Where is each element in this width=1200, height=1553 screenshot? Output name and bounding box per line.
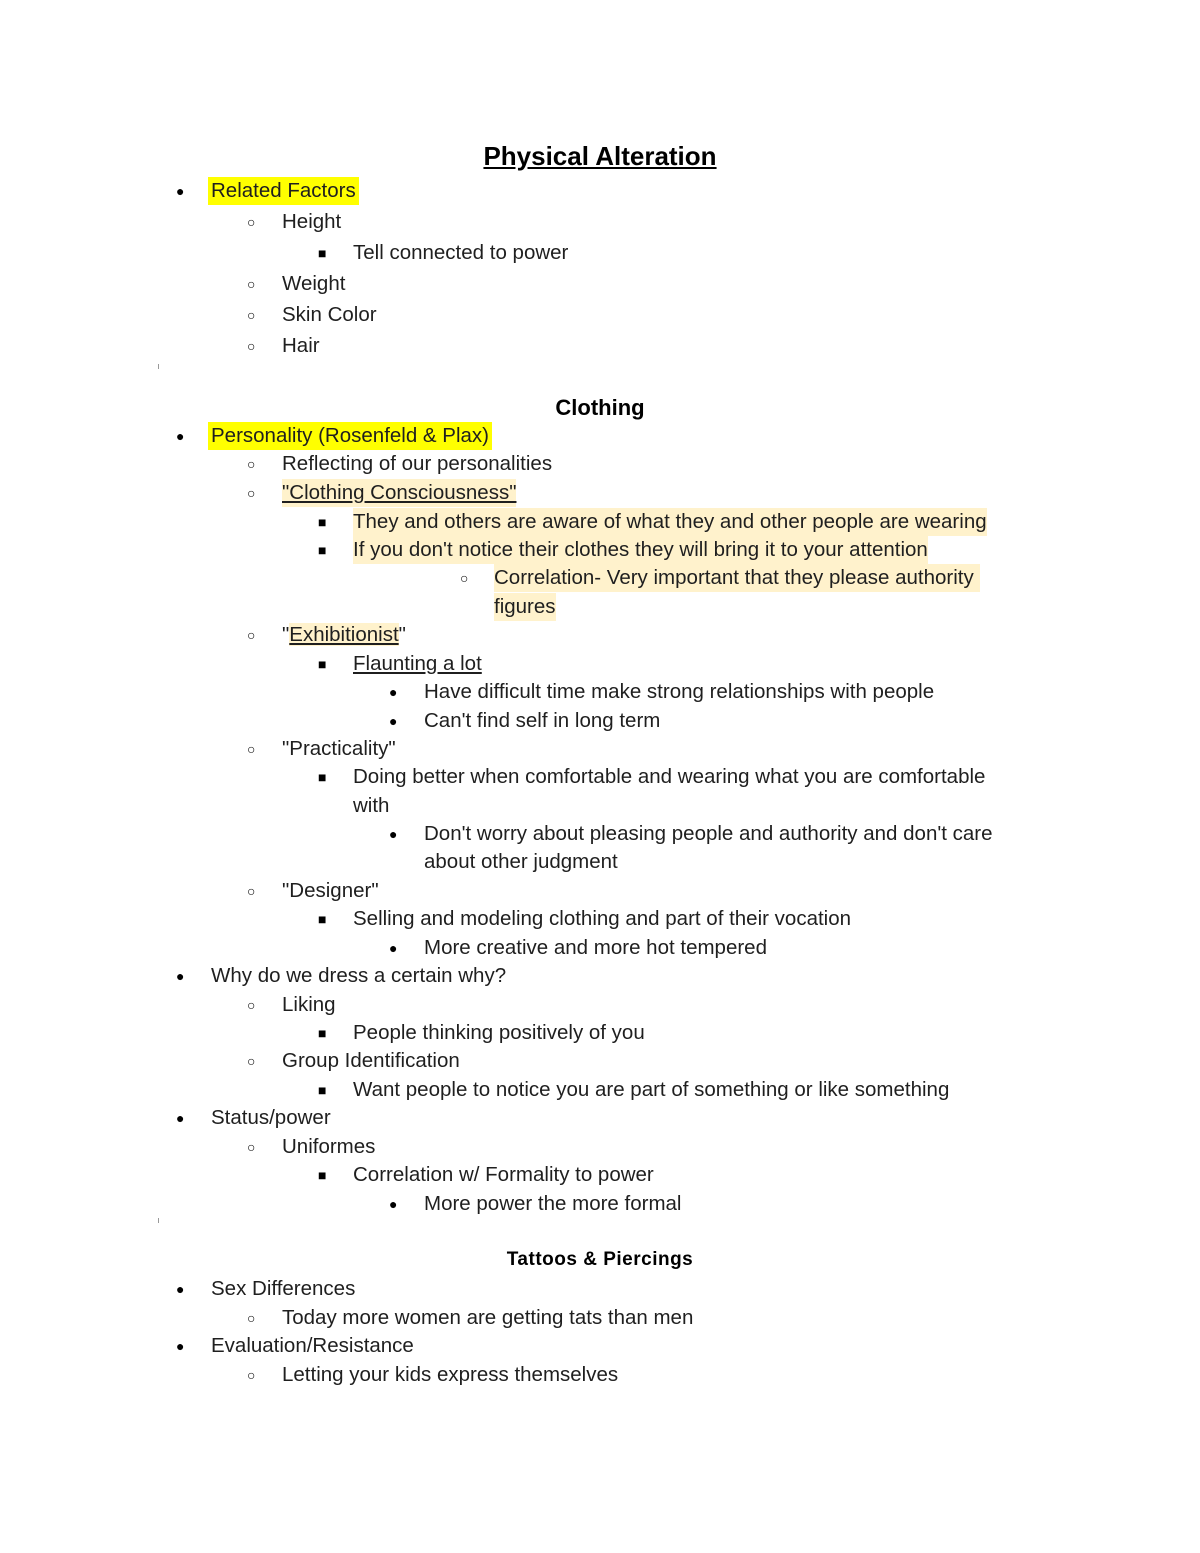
list-item: Have difficult time make strong relationships with people [424,680,935,703]
list-item: Why do we dress a certain why? [211,964,507,987]
circle-bullet-icon: ○ [247,485,256,501]
bullet-icon: ● [389,1196,398,1212]
circle-bullet-icon: ○ [247,276,256,292]
bullet-icon: ● [176,1110,185,1126]
circle-bullet-icon: ○ [247,741,256,757]
circle-bullet-icon: ○ [247,1139,256,1155]
list-item [282,621,406,649]
circle-bullet-icon: ○ [247,1310,256,1326]
bullet-icon: ● [389,940,398,956]
bullet-icon: ● [176,183,185,199]
square-bullet-icon: ■ [318,656,327,672]
list-item: Selling and modeling clothing and part of their vocation [353,907,852,930]
circle-bullet-icon: ○ [247,214,256,230]
list-item: People thinking positively of you [353,1021,645,1044]
list-item: Group Identification [282,1049,460,1072]
list-item: Correlation- Very important that they please authority [494,564,980,592]
page-title: Physical Alteration [483,141,717,171]
circle-bullet-icon: ○ [247,883,256,899]
exhibitionist-term: Exhibitionist [289,623,399,646]
list-item: Liking [282,993,336,1016]
circle-bullet-icon: ○ [247,997,256,1013]
square-bullet-icon: ■ [318,769,327,785]
margin-mark [158,364,159,369]
list-item: "Clothing Consciousness" [282,479,516,507]
quote-mark: " [282,623,290,646]
square-bullet-icon: ■ [318,542,327,558]
list-item: Want people to notice you are part of something or like something [353,1078,950,1101]
square-bullet-icon: ■ [318,1025,327,1041]
bullet-icon: ● [389,713,398,729]
list-item: Flaunting a lot [353,652,482,675]
square-bullet-icon: ■ [318,911,327,927]
bullet-icon: ● [176,968,185,984]
list-item: Letting your kids express themselves [282,1363,619,1386]
circle-bullet-icon: ○ [247,1367,256,1383]
circle-bullet-icon: ○ [460,570,469,586]
list-item: More power the more formal [424,1192,682,1215]
list-item: Skin Color [282,303,377,326]
circle-bullet-icon: ○ [247,1053,256,1069]
bullet-icon: ● [176,1281,185,1297]
list-item: Doing better when comfortable and wearing what you are comfortable [353,765,986,788]
list-item: Status/power [211,1106,331,1129]
bullet-icon: ● [176,428,185,444]
section-title: Tattoos & Piercings [506,1249,694,1270]
bullet-icon: ● [389,826,398,842]
list-item: Hair [282,334,320,357]
list-item: Evaluation/Resistance [211,1334,414,1357]
quote-mark: " [398,623,406,646]
margin-mark [158,1218,159,1223]
list-item: They and others are aware of what they and other people are wearing [353,508,987,536]
list-item-continuation: figures [494,593,556,621]
list-item: Personality (Rosenfeld & Plax) [208,422,492,450]
list-item: Sex Differences [211,1277,356,1300]
square-bullet-icon: ■ [318,1167,327,1183]
circle-bullet-icon: ○ [247,307,256,323]
list-item: If you don't notice their clothes they will bring it to your attention [353,536,928,564]
circle-bullet-icon: ○ [247,627,256,643]
list-item: Can't find self in long term [424,709,661,732]
square-bullet-icon: ■ [318,1082,327,1098]
list-item: More creative and more hot tempered [424,936,767,959]
list-item: Related Factors [208,177,359,205]
section-title: Clothing [555,395,645,420]
list-item-continuation: with [353,794,390,817]
list-item: Correlation w/ Formality to power [353,1163,654,1186]
list-item: Reflecting of our personalities [282,452,553,475]
list-item-continuation: about other judgment [424,850,618,873]
circle-bullet-icon: ○ [247,338,256,354]
list-item: Tell connected to power [353,241,569,264]
list-item: Height [282,210,342,233]
bullet-icon: ● [389,684,398,700]
square-bullet-icon: ■ [318,245,327,261]
bullet-icon: ● [176,1338,185,1354]
list-item: "Designer" [282,879,379,902]
circle-bullet-icon: ○ [247,456,256,472]
list-item: Today more women are getting tats than men [282,1306,694,1329]
list-item: "Practicality" [282,737,396,760]
list-item: Weight [282,272,346,295]
list-item: Don't worry about pleasing people and authority and don't care [424,822,993,845]
square-bullet-icon: ■ [318,514,327,530]
list-item: Uniformes [282,1135,376,1158]
